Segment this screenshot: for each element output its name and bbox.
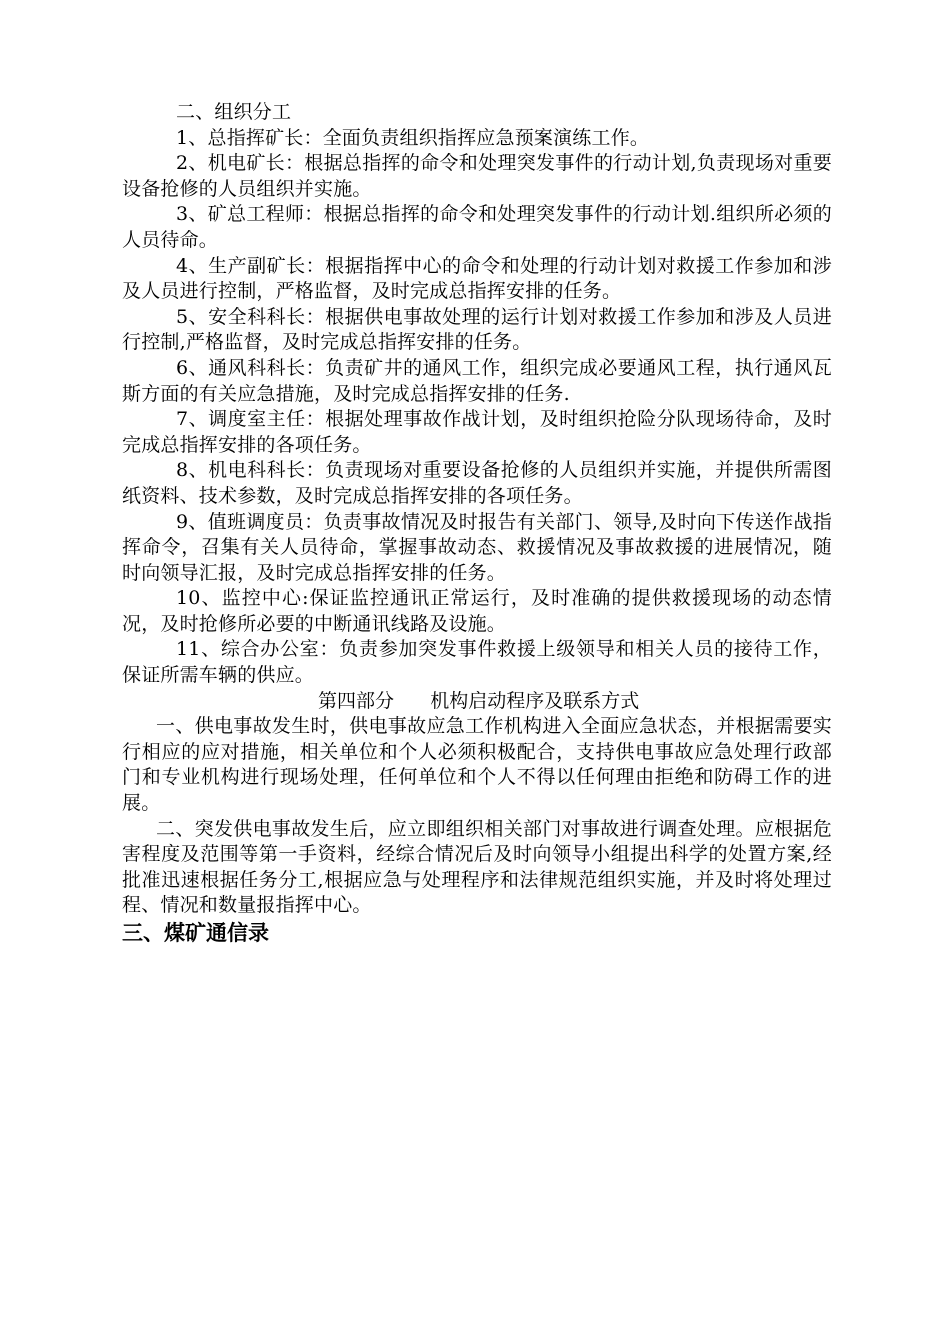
duty-item-2: 2、机电矿长：根据总指挥的命令和处理突发事件的行动计划,负责现场对重要设备抢修的人员组织并实施。 — [122, 152, 832, 200]
startup-paragraph-2: 二、突发供电事故发生后，应立即组织相关部门对事故进行调查处理。应根据危害程度及范围等第一手资料，经综合情况后及时向领导小组提出科学的处置方案,经批准迅速根据任务分工,根据应急与处理程序和法律规范组织实施，并及时将处理过程、情况和数量报指挥中心。 — [122, 817, 832, 917]
duty-item-11: 11、综合办公室：负责参加突发事件救援上级领导和相关人员的接待工作，保证所需车辆的供应。 — [122, 638, 832, 687]
directory-heading: 三、煤矿通信录 — [122, 921, 269, 945]
startup-paragraph-1: 一、供电事故发生时，供电事故应急工作机构进入全面应急状态，并根据需要实行相应的应对措施，相关单位和个人必须积极配合，支持供电事故应急处理行政部门和专业机构进行现场处理，任何单位和个人不得以任何理由拒绝和防碍工作的进展。 — [122, 715, 832, 815]
duty-item-9: 9、值班调度员：负责事故情况及时报告有关部门、领导,及时向下传送作战指挥命令，召集有关人员待命，掌握事故动态、救援情况及事故救援的进展情况，随时向领导汇报，及时完成总指挥安排的任务。 — [122, 510, 832, 584]
section-title: 二、组织分工 — [176, 101, 292, 123]
document-content — [122, 100, 832, 947]
duty-item-1: 1、总指挥矿长：全面负责组织指挥应急预案演练工作。 — [176, 126, 650, 149]
duty-item-7: 7、调度室主任：根据处理事故作战计划，及时组织抢险分队现场待命，及时完成总指挥安排的各项任务。 — [122, 408, 832, 456]
duty-item-3: 3、矿总工程师：根据总指挥的命令和处理突发事件的行动计划.组织所必须的人员待命。 — [122, 203, 832, 251]
duty-item-4: 4、生产副矿长：根据指挥中心的命令和处理的行动计划对救援工作参加和涉及人员进行控制，严格监督，及时完成总指挥安排的任务。 — [122, 254, 832, 303]
duty-item-5: 5、安全科科长：根据供电事故处理的运行计划对救援工作参加和涉及人员进行控制,严格监督，及时完成总指挥安排的任务。 — [122, 305, 832, 354]
duty-item-10: 10、监控中心:保证监控通讯正常运行，及时准确的提供救援现场的动态情况，及时抢修所必要的中断通讯线路及设施。 — [122, 587, 832, 635]
duty-item-8: 8、机电科科长：负责现场对重要设备抢修的人员组织并实施，并提供所需图纸资料、技术参数，及时完成总指挥安排的各项任务。 — [122, 459, 832, 507]
duty-item-6: 6、通风科科长：负责矿井的通风工作，组织完成必要通风工程，执行通风瓦斯方面的有关应急措施，及时完成总指挥安排的任务. — [122, 356, 832, 405]
part-four-title: 第四部分 机构启动程序及联系方式 — [318, 689, 640, 712]
